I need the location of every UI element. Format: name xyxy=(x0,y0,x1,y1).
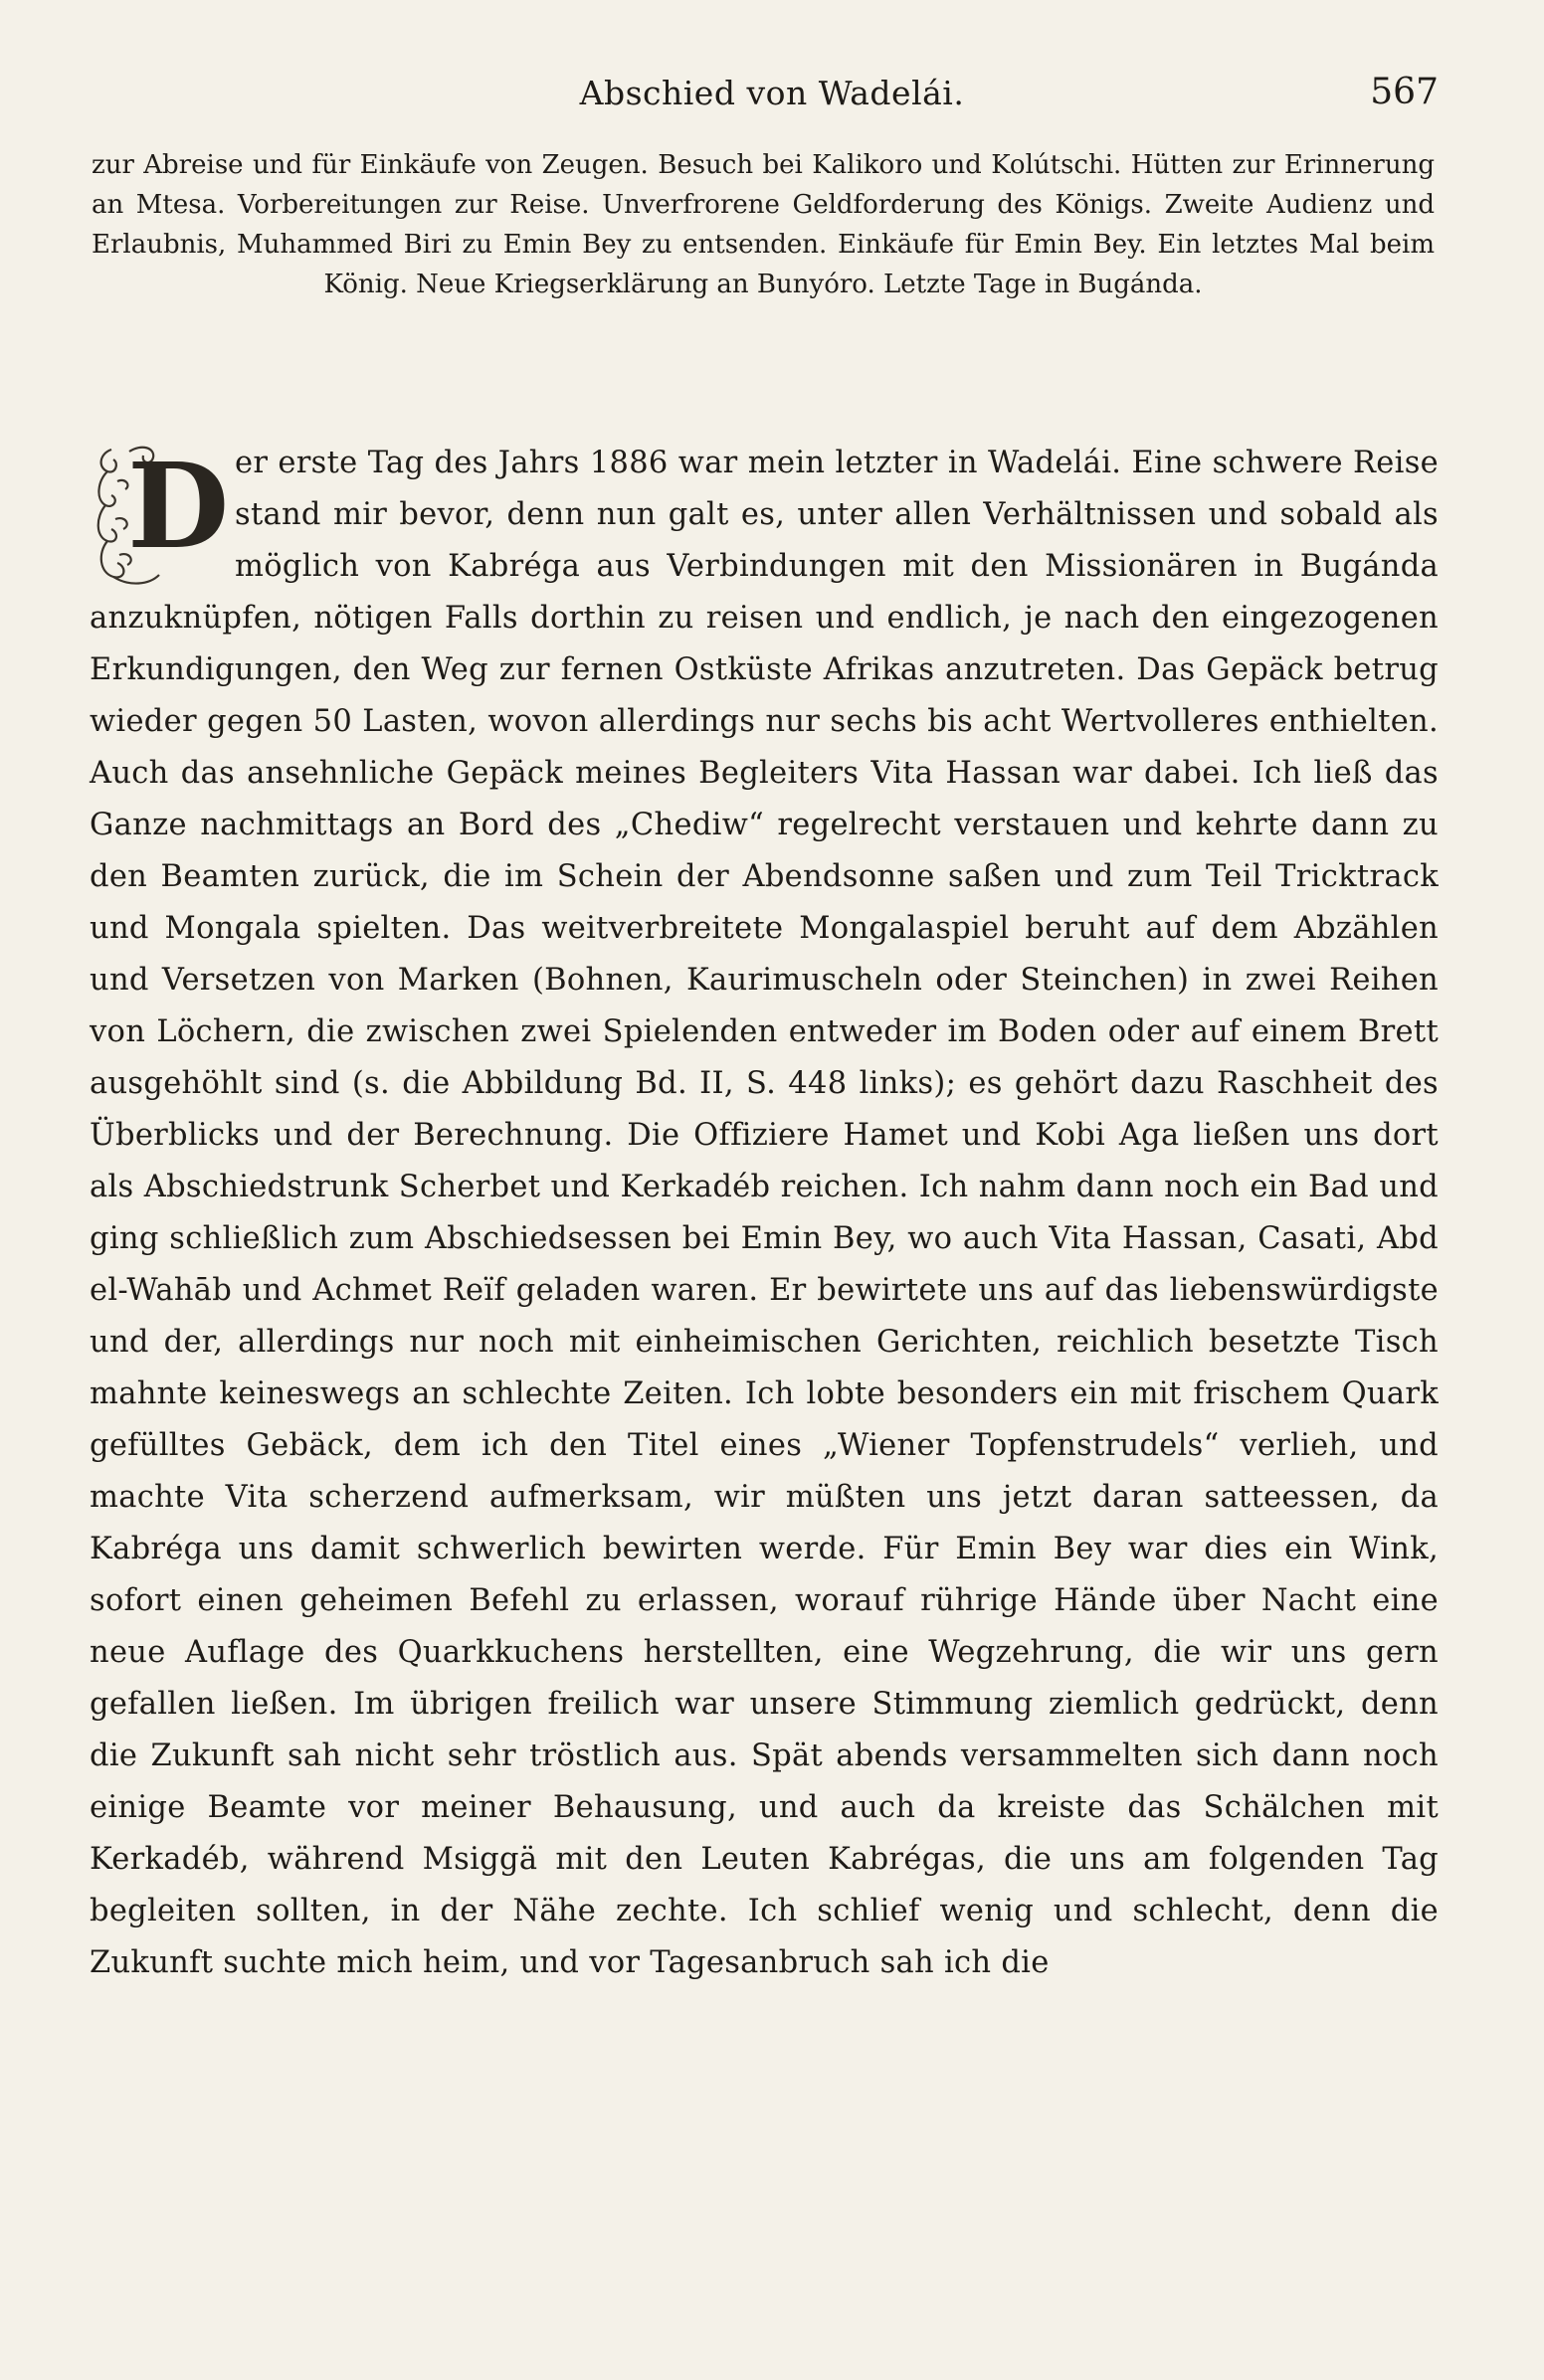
page-number: 567 xyxy=(1370,72,1439,112)
ornamental-drop-cap xyxy=(90,437,230,591)
drop-cap-letter: D xyxy=(127,437,230,575)
running-head xyxy=(96,62,1448,121)
body-text xyxy=(90,438,1439,1989)
chapter-summary: zur Abreise und für Einkäufe von Zeugen. Besuch bei Kalikoro und Kolútschi. Hütten zur Erinnerung an Mtesa. Vorbereitungen zur Reise. Unverfrorene Geldforderung des Königs. Zweite Audienz und Erlaubnis, Muhammed Biri zu Emin Bey zu entsenden. Einkäufe für Emin Bey. Ein letztes Mal beim König. Neue Kriegserklärung an Bunyóro. Letzte Tage in Bugánda. xyxy=(92,150,1435,299)
body-paragraph: er erste Tag des Jahrs 1886 war mein letzter in Wadelái. Eine schwere Reise stand mir bevor, denn nun galt es, unter allen Verhältnissen und sobald als möglich von Kabréga aus Verbindungen mit den Missionären in Bugánda anzuknüpfen, nötigen Falls dorthin zu reisen und endlich, je nach den eingezogenen Erkundigungen, den Weg zur fernen Ostküste Afrikas anzutreten. Das Gepäck betrug wieder gegen 50 Lasten, wovon allerdings nur sechs bis acht Wertvolleres enthielten. Auch das ansehnliche Gepäck meines Begleiters Vita Hassan war dabei. Ich ließ das Ganze nachmittags an Bord des „Chediw“ regelrecht verstauen und kehrte dann zu den Beamten zurück, die im Schein der Abendsonne saßen und zum Teil Tricktrack und Mongala spielten. Das weitverbreitete Mongalaspiel beruht auf dem Abzählen und Versetzen von Marken (Bohnen, Kaurimuscheln oder Steinchen) in zwei Reihen von Löchern, die zwischen zwei Spielenden entweder im Boden oder auf einem Brett ausgehöhlt sind (s. die Abbildung Bd. II, S. 448 links); es gehört dazu Raschheit des Überblicks und der Berechnung. Die Offiziere Hamet und Kobi Aga ließen uns dort als Abschiedstrunk Scherbet und Kerkadéb reichen. Ich nahm dann noch ein Bad und ging schließlich zum Abschiedsessen bei Emin Bey, wo auch Vita Hassan, Casati, Abd el-Wahāb und Achmet Reïf geladen waren. Er bewirtete uns auf das liebenswürdigste und der, allerdings nur noch mit einheimischen Gerichten, reichlich besetzte Tisch mahnte keineswegs an schlechte Zeiten. Ich lobte besonders ein mit frischem Quark gefülltes Gebäck, dem ich den Titel eines „Wiener Topfenstrudels“ verlieh, und machte Vita scherzend aufmerksam, wir müßten uns jetzt daran satteessen, da Kabréga uns damit schwerlich bewirten werde. Für Emin Bey war dies ein Wink, sofort einen geheimen Befehl zu erlassen, worauf rührige Hände über Nacht eine neue Auflage des Quarkkuchens herstellten, eine Wegzehrung, die wir uns gern gefallen ließen. Im übrigen freilich war unsere Stimmung ziemlich gedrückt, denn die Zukunft sah nicht sehr tröstlich aus. Spät abends versammelten sich dann noch einige Beamte vor meiner Behausung, und auch da kreiste das Schälchen mit Kerkadéb, während Msiggä mit den Leuten Kabrégas, die uns am folgenden Tag begleiten sollten, in der Nähe zechte. Ich schlief wenig und schlecht, denn die Zukunft suchte mich heim, und vor Tagesanbruch sah ich die xyxy=(90,446,1439,1980)
running-title: Abschied von Wadelái. xyxy=(579,74,965,112)
